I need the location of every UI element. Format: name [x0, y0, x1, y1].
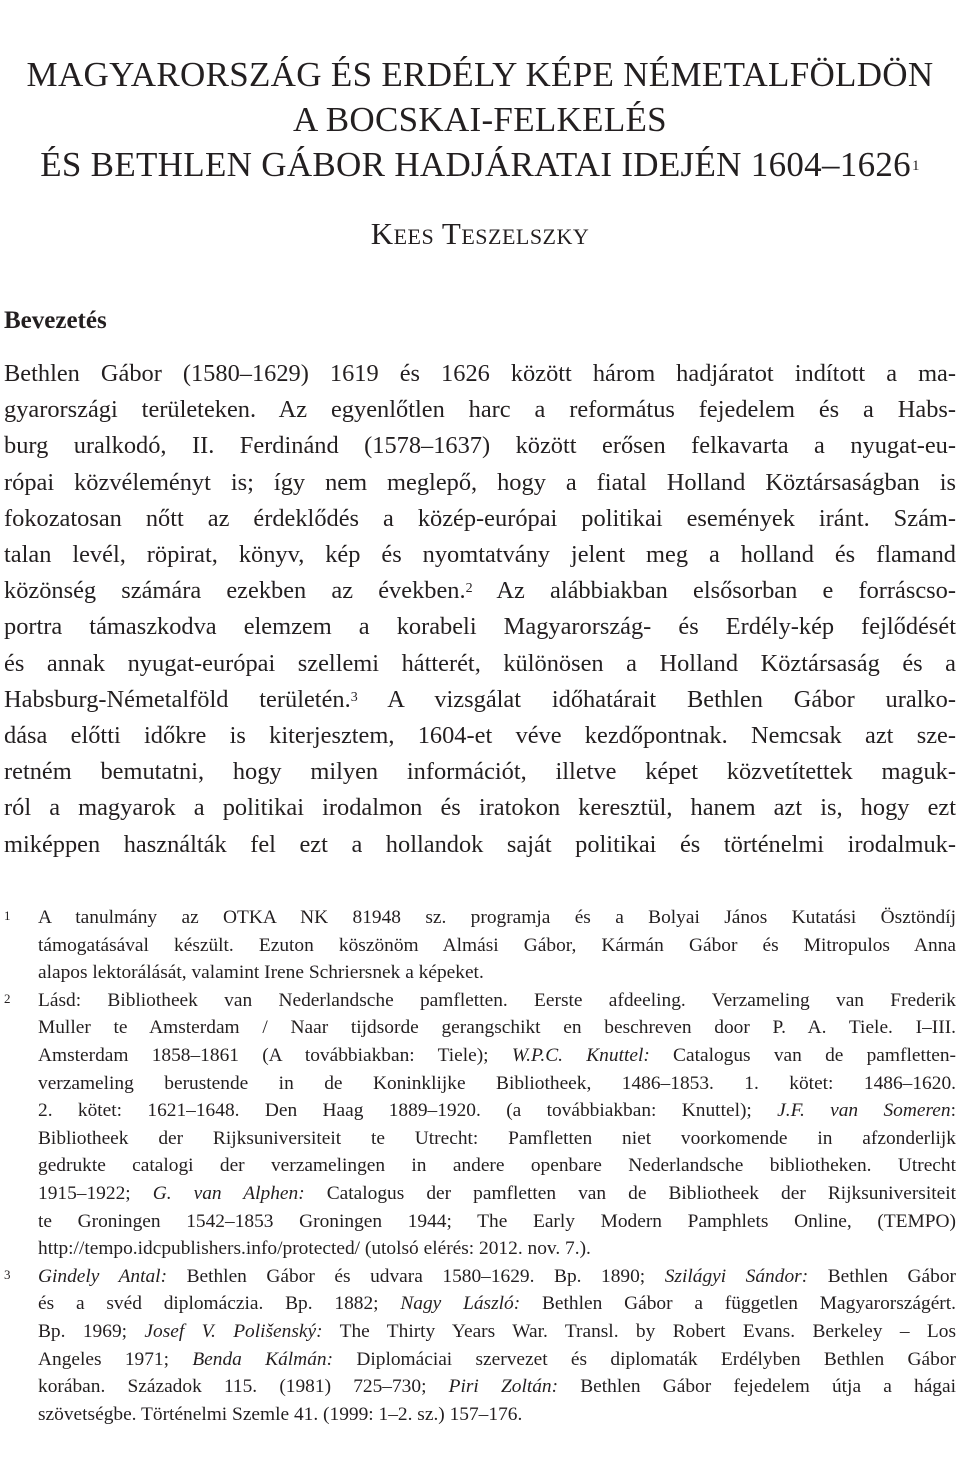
- title-line-3: [0, 142, 960, 187]
- body-line: [4, 573, 956, 609]
- footnote-line: Bibliotheek der Rijksuniversiteit te Utrecht: Pamfletten niet voorkomende in afzonderlijk: [38, 1127, 956, 1149]
- footnote-text: The Thirty Years War. Transl. by Robert Evans. Berkeley – Los: [322, 1320, 956, 1342]
- title-line-1: MAGYARORSZÁG ÉS ERDÉLY KÉPE NÉMETALFÖLDÖN: [26, 55, 934, 94]
- author-citation: W.P.C. Knuttel:: [511, 1044, 650, 1066]
- footnote-line: [38, 1042, 956, 1070]
- footnote-text: Bethlen Gábor fejedelem útja a hágai: [558, 1376, 956, 1398]
- footnote-line: alapos lektorálását, valamint Irene Schriersnek a képeket.: [38, 962, 484, 984]
- footnotes: [0, 904, 960, 1428]
- footnote-line: [38, 1318, 956, 1346]
- author-citation: Josef V. Polišenský:: [144, 1320, 323, 1342]
- author-citation: Benda Kálmán:: [192, 1348, 334, 1370]
- footnote-text: és a svéd diplomáczia. Bp. 1882;: [38, 1293, 401, 1315]
- footnote-line: szövetségbe. Történelmi Szemle 41. (1999: 1–2. sz.) 157–176.: [38, 1403, 523, 1425]
- body-line: miképpen használták fel ezt a hollandok saját politikai és történelmi irodalmuk-: [4, 830, 956, 858]
- author-citation: Nagy László:: [400, 1293, 521, 1315]
- body-line: dása előtti időkre is kiterjesztem, 1604-et véve kezdőpontnak. Nemcsak azt sze-: [4, 722, 956, 750]
- footnote-text: Bethlen Gábor a független Magyarországért.: [520, 1293, 956, 1315]
- body-line: retném bemutatni, hogy milyen információt, illetve képet közvetítettek maguk-: [4, 758, 956, 786]
- body-line: portra támaszkodva elemzem a korabeli Magyarország- és Erdély-kép fejlődését: [4, 613, 956, 641]
- footnote-line: [38, 1180, 956, 1208]
- title-footnote-mark[interactable]: 1: [911, 158, 920, 174]
- footnote-text: Bethlen Gábor: [808, 1265, 956, 1287]
- author-citation: G. van Alphen:: [152, 1182, 305, 1204]
- footnote-line: Lásd: Bibliotheek van Nederlandsche pamfletten. Eerste afdeeling. Verzameling van Frederik: [38, 989, 956, 1011]
- author-name: Kees Teszelszky: [370, 216, 590, 251]
- footnote-text: :: [950, 1100, 956, 1122]
- article-title: [0, 52, 960, 187]
- footnote-line: Muller te Amsterdam / Naar tijdsorde gerangschikt en beschreven door P. A. Tiele. I–III.: [38, 1017, 956, 1039]
- footnote-line: [38, 1373, 956, 1401]
- footnote-number: 2: [4, 990, 11, 1006]
- body-line: talan levél, röpirat, könyv, kép és nyomtatvány jelent meg a holland és flamand: [4, 541, 956, 569]
- author-citation: Szilágyi Sándor:: [664, 1265, 809, 1287]
- footnote-line: gedrukte catalogi der verzamelingen in andere openbare Nederlandsche bibliotheken. Utrecht: [38, 1155, 956, 1177]
- body-line: [4, 682, 956, 718]
- footnote-number: 3: [4, 1266, 11, 1282]
- footnote-line: te Groningen 1542–1853 Groningen 1944; The Early Modern Pamphlets Online, (TEMPO): [38, 1210, 956, 1232]
- body-line: fokozatosan nőtt az érdeklődés a közép-európai politikai események iránt. Szám-: [4, 504, 956, 532]
- footnote-text: Diplomáciai szervezet és diplomaták Erdélyben Bethlen Gábor: [333, 1348, 956, 1370]
- footnote-text: korában. Századok 115. (1981) 725–730;: [38, 1376, 449, 1398]
- footnote-ref-3[interactable]: 3: [350, 689, 358, 705]
- body-line: gyarországi területeken. Az egyenlőtlen harc a református fejedelem és a Habs-: [4, 396, 956, 424]
- body-line: ról a magyarok a politikai irodalmon és iratokon keresztül, hanem azt is, hogy ezt: [4, 794, 956, 822]
- footnote-number: 1: [4, 908, 11, 923]
- body-line: és annak nyugat-európai szellemi hátterét, különösen a Holland Köztársaság és a: [4, 649, 956, 677]
- footnote-text: 1915–1922;: [38, 1182, 153, 1204]
- footnote-text: Bethlen Gábor és udvara 1580–1629. Bp. 1890;: [167, 1265, 665, 1287]
- body-line: Bethlen Gábor (1580–1629) 1619 és 1626 között három hadjáratot indított a ma-: [4, 360, 956, 387]
- footnote-line: [38, 1097, 956, 1125]
- author-citation: J.F. van Someren: [777, 1100, 951, 1122]
- footnote-line: [38, 1290, 956, 1318]
- body-line: burg uralkodó, II. Ferdinánd (1578–1637) között erősen felkavarta a nyugat-eu-: [4, 432, 956, 460]
- footnote-line: A tanulmány az OTKA NK 81948 sz. programja és a Bolyai János Kutatási Ösztöndíj: [38, 907, 956, 928]
- body-text-segment: Az alábbiakban elsősorban e forráscso-: [472, 577, 956, 605]
- title-line-3-text: ÉS BETHLEN GÁBOR HADJÁRATAI IDEJÉN 1604–1626: [40, 145, 911, 184]
- footnote-text: Angeles 1971;: [38, 1348, 193, 1370]
- footnote-line: verzameling berustende in de Koninklijke Bibliotheek, 1486–1853. 1. kötet: 1486–1620.: [38, 1072, 956, 1094]
- body-text-segment: A vizsgálat időhatárait Bethlen Gábor uralko-: [357, 685, 956, 713]
- body-paragraph: [4, 356, 956, 863]
- title-line-2: A BOCSKAI-FELKELÉS: [293, 100, 667, 139]
- footnote-text: Catalogus der pamfletten van de Bibliotheek der Rijksuniversiteit: [304, 1182, 957, 1204]
- footnote-3: [0, 1263, 960, 1429]
- body-text-segment: közönség számára ezekben az években.: [4, 577, 466, 605]
- footnote-text: 2. kötet: 1621–1648. Den Haag 1889–1920. (a továbbiakban: Knuttel);: [38, 1100, 778, 1122]
- author-citation: Piri Zoltán:: [448, 1376, 559, 1398]
- footnote-2: [0, 987, 960, 1263]
- footnote-line: támogatásával készült. Ezuton köszönöm Almási Gábor, Kármán Gábor és Mitropulos Anna: [38, 934, 956, 956]
- footnote-text: Amsterdam 1858–1861 (A továbbiakban: Tiele);: [38, 1044, 512, 1066]
- body-text-segment: Habsburg-Németalföld területén.: [4, 685, 351, 713]
- body-line: rópai közvéleményt is; így nem meglepő, hogy a fiatal Holland Köztársaságban is: [4, 468, 956, 496]
- footnote-text: Bp. 1969;: [38, 1320, 145, 1342]
- footnote-1: [0, 904, 960, 987]
- footnote-ref-2[interactable]: 2: [465, 581, 473, 597]
- section-heading: Bevezetés: [4, 307, 107, 334]
- author-citation: Gindely Antal:: [38, 1265, 168, 1287]
- footnote-text: Catalogus van de pamfletten-: [649, 1044, 956, 1066]
- footnote-line: [38, 1346, 956, 1374]
- footnote-url-line[interactable]: http://tempo.idcpublishers.info/protected/ (utolsó elérés: 2012. nov. 7.).: [38, 1238, 591, 1260]
- footnote-line: [38, 1263, 956, 1291]
